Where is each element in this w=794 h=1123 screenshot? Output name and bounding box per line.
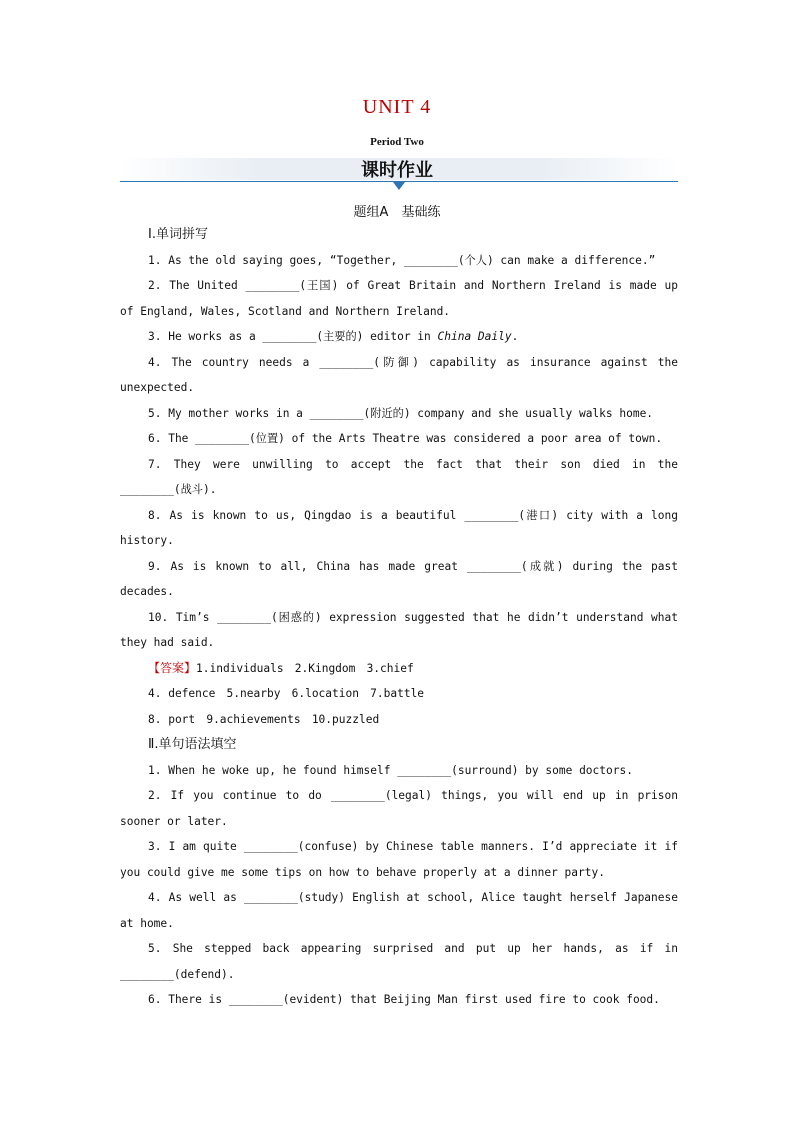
question-text: 5. My mother works in a ________(附近的) company and she usually walks home. (148, 406, 654, 420)
question-text-end: . (511, 330, 519, 343)
answer-text: 4. defence 5.nearby 6.location 7.battle (148, 687, 425, 700)
question-item (120, 554, 678, 605)
question-text: 6. The ________(位置) of the Arts Theatre was considered a poor area of town. (148, 432, 663, 445)
newspaper-title: China Daily (437, 330, 512, 343)
question-item: 5. She stepped back appearing surprised and put up her hands, as if in ________(defend). (120, 942, 678, 981)
question-text: 8. As is known to us, Qingdao is a beautiful ________(港口) city with a long history. (120, 508, 678, 547)
question-item (120, 605, 678, 656)
answer-line (120, 707, 678, 733)
section-heading: 课时作业 (361, 160, 433, 181)
question-text: 3. He works as a ________(主要的) editor in (148, 330, 438, 343)
question-item: 2. If you continue to do ________(legal) things, you will end up in prison sooner or later. (120, 789, 678, 828)
question-item (120, 324, 678, 350)
answer-text: 8. port 9.achievements 10.puzzled (148, 712, 380, 726)
question-item (120, 503, 678, 554)
unit-title: UNIT 4 (362, 96, 432, 118)
question-item: 6. There is ________(evident) that Beijing Man first used fire to cook food. (148, 993, 660, 1006)
question-item (120, 350, 678, 401)
answer-line (120, 656, 678, 682)
question-item (120, 452, 678, 503)
part-2-title: Ⅱ.单句语法填空 (148, 737, 237, 752)
divider-arrow-icon (393, 182, 405, 190)
answer-text: 1.individuals 2.Kingdom 3.chief (196, 661, 414, 675)
exercise-content (120, 222, 678, 1013)
answer-line (120, 681, 678, 707)
question-item: 4. As well as ________(study) English at school, Alice taught herself Japanese at home. (120, 891, 678, 930)
question-item (120, 401, 678, 427)
question-item (120, 273, 678, 324)
question-item: 3. I am quite ________(confuse) by Chinese table manners. I’d appreciate it if you could give me some tips on how to behave properly at a dinner party. (120, 840, 678, 879)
period-subtitle: Period Two (370, 136, 424, 148)
answer-label: 【答案】 (148, 660, 197, 675)
question-text: 4. The country needs a ________(防御) capability as insurance against the unexpected. (120, 355, 678, 394)
question-text: 9. As is known to all, China has made great ________(成就) during the past decades. (120, 559, 678, 598)
question-item: 1. When he woke up, he found himself ________(surround) by some doctors. (148, 763, 633, 777)
question-text: 1. As the old saying goes, “Together, ________(个人) can make a difference.” (148, 253, 656, 267)
part-1-title: Ⅰ.单词拼写 (148, 227, 208, 242)
question-text: 7. They were unwilling to accept the fact that their son died in the ________(战斗). (120, 457, 678, 496)
question-text: 10. Tim’s ________(困惑的) expression suggested that he didn’t understand what they had said. (120, 610, 678, 649)
question-text: 2. The United ________(王国) of Great Britain and Northern Ireland is made up of England, Wales, Scotland and Northern Ireland. (120, 279, 678, 318)
question-item (120, 426, 678, 452)
question-item (120, 248, 678, 274)
group-title: 题组A 基础练 (353, 205, 441, 220)
